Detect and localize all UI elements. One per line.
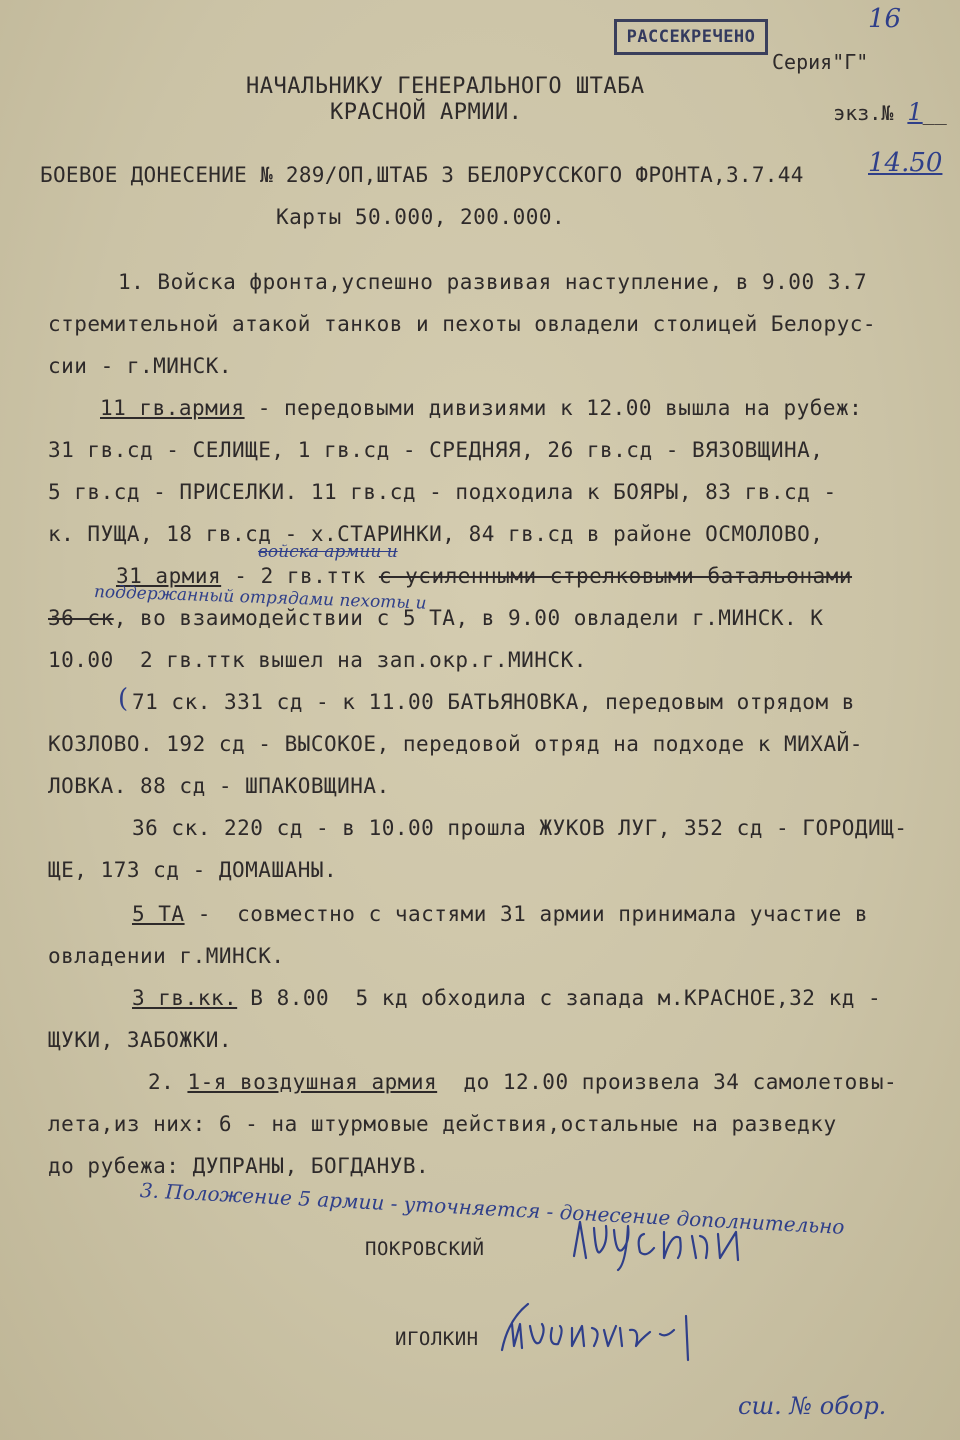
kk3-line-1 [132, 986, 881, 1010]
p2-number: 2. [148, 1070, 188, 1094]
army31-text-b: , во взаимодействии с 5 ТА, в 9.00 овладели г.МИНСК. К [113, 606, 824, 630]
army31-line-3: 10.00 2 гв.ттк вышел на зап.окр.г.МИНСК. [48, 648, 587, 672]
maps-line: Карты 50.000, 200.000. [276, 205, 566, 229]
corps36-line-2: ЩЕ, 173 сд - ДОМАШАНЫ. [48, 858, 338, 882]
addressee-line-1: НАЧАЛЬНИКУ ГЕНЕРАЛЬНОГО ШТАБА [246, 74, 645, 99]
report-title: БОЕВОЕ ДОНЕСЕНИЕ № 289/ОП,ШТАБ 3 БЕЛОРУССКОГО ФРОНТА,3.7.44 [40, 163, 804, 187]
paragraph-bracket-mark: ( [118, 684, 129, 714]
army11-text: - передовыми дивизиями к 12.00 вышла на рубеж: [244, 396, 863, 420]
corps36-line-1: 36 ск. 220 сд - в 10.00 прошла ЖУКОВ ЛУГ, 352 сд - ГОРОДИЩ- [132, 816, 908, 840]
army31-line-1 [116, 564, 852, 588]
handwritten-note: 3. Положение 5 армии - уточняется - донесение дополнительно [139, 1178, 846, 1239]
kk3-text: В 8.00 5 кд обходила с запада м.КРАСНОЕ,32 кд - [237, 986, 882, 1010]
army11-heading: 11 гв.армия [100, 396, 245, 420]
signature-pokrovsky [560, 1208, 780, 1278]
archive-note: сш. № обор. [738, 1392, 887, 1420]
p1-line-2: стремительной атакой танков и пехоты овладели столицей Белорус- [48, 312, 877, 336]
page-number: 16 [868, 4, 902, 34]
ta5-heading: 5 ТА [132, 902, 185, 926]
ta5-text: - совместно с частями 31 армии принимала участие в [184, 902, 869, 926]
p2-line-1 [148, 1070, 897, 1094]
addressee-line-2: КРАСНОЙ АРМИИ. [330, 100, 523, 125]
copy-label: экз.№ 1__ [833, 98, 947, 126]
signer-igolkin: ИГОЛКИН [395, 1328, 479, 1350]
p2-line-3: до рубежа: ДУПРАНЫ, БОГДАНУВ. [48, 1154, 430, 1178]
p2-text: до 12.00 произвела 34 самолетовы- [437, 1070, 898, 1094]
p1-line-1: 1. Войска фронта,успешно развивая наступление, в 9.00 3.7 [118, 270, 868, 294]
series-label: Серия"Г" [772, 50, 869, 74]
army31-struck-text: с усиленными стрелковыми батальонами [378, 564, 853, 588]
ta5-line-1 [132, 902, 868, 926]
army11-line-1 [100, 396, 862, 420]
corps71-line-3: ЛОВКА. 88 сд - ШПАКОВЩИНА. [48, 774, 390, 798]
corps71-line-1: 71 ск. 331 сд - к 11.00 БАТЬЯНОВКА, передовым отрядом в [132, 690, 855, 714]
army11-line-3: 5 гв.сд - ПРИСЕЛКИ. 11 гв.сд - подходила к БОЯРЫ, 83 гв.сд - [48, 480, 837, 504]
kk3-heading: 3 гв.кк. [132, 986, 238, 1010]
signature-igolkin [490, 1290, 710, 1360]
kk3-line-2: ЩУКИ, ЗАБОЖКИ. [48, 1028, 233, 1052]
declassified-stamp: РАССЕКРЕЧЕНО [614, 19, 768, 55]
copy-label-text: экз.№ [833, 101, 894, 125]
p2-heading: 1-я воздушная армия [187, 1070, 438, 1094]
insert-handwritten-top: войска армии и [258, 542, 398, 562]
army11-line-2: 31 гв.сд - СЕЛИЩЕ, 1 гв.сд - СРЕДНЯЯ, 26 гв.сд - ВЯЗОВЩИНА, [48, 438, 824, 462]
signer-pokrovsky: ПОКРОВСКИЙ [365, 1238, 485, 1260]
army31-line-2 [48, 606, 823, 630]
army11-line-4: к. ПУЩА, 18 гв.сд - х.СТАРИНКИ, 84 гв.сд в районе ОСМОЛОВО, [48, 522, 824, 546]
ta5-line-2: овладении г.МИНСК. [48, 944, 285, 968]
p1-line-3: сии - г.МИНСК. [48, 354, 233, 378]
insert-handwritten-bottom: поддержанный отрядами пехоты и [93, 582, 427, 614]
army31-heading: 31 армия [116, 564, 222, 588]
report-time: 14.50 [868, 148, 943, 178]
copy-number: 1 [907, 98, 923, 126]
p2-line-2: лета,из них: 6 - на штурмовые действия,остальные на разведку [48, 1112, 837, 1136]
army31-text-a: - 2 гв.ттк [221, 564, 379, 588]
corps71-line-2: КОЗЛОВО. 192 сд - ВЫСОКОЕ, передовой отряд на подходе к МИХАЙ- [48, 732, 863, 756]
army31-struck-corps: 36 ск [48, 606, 114, 630]
